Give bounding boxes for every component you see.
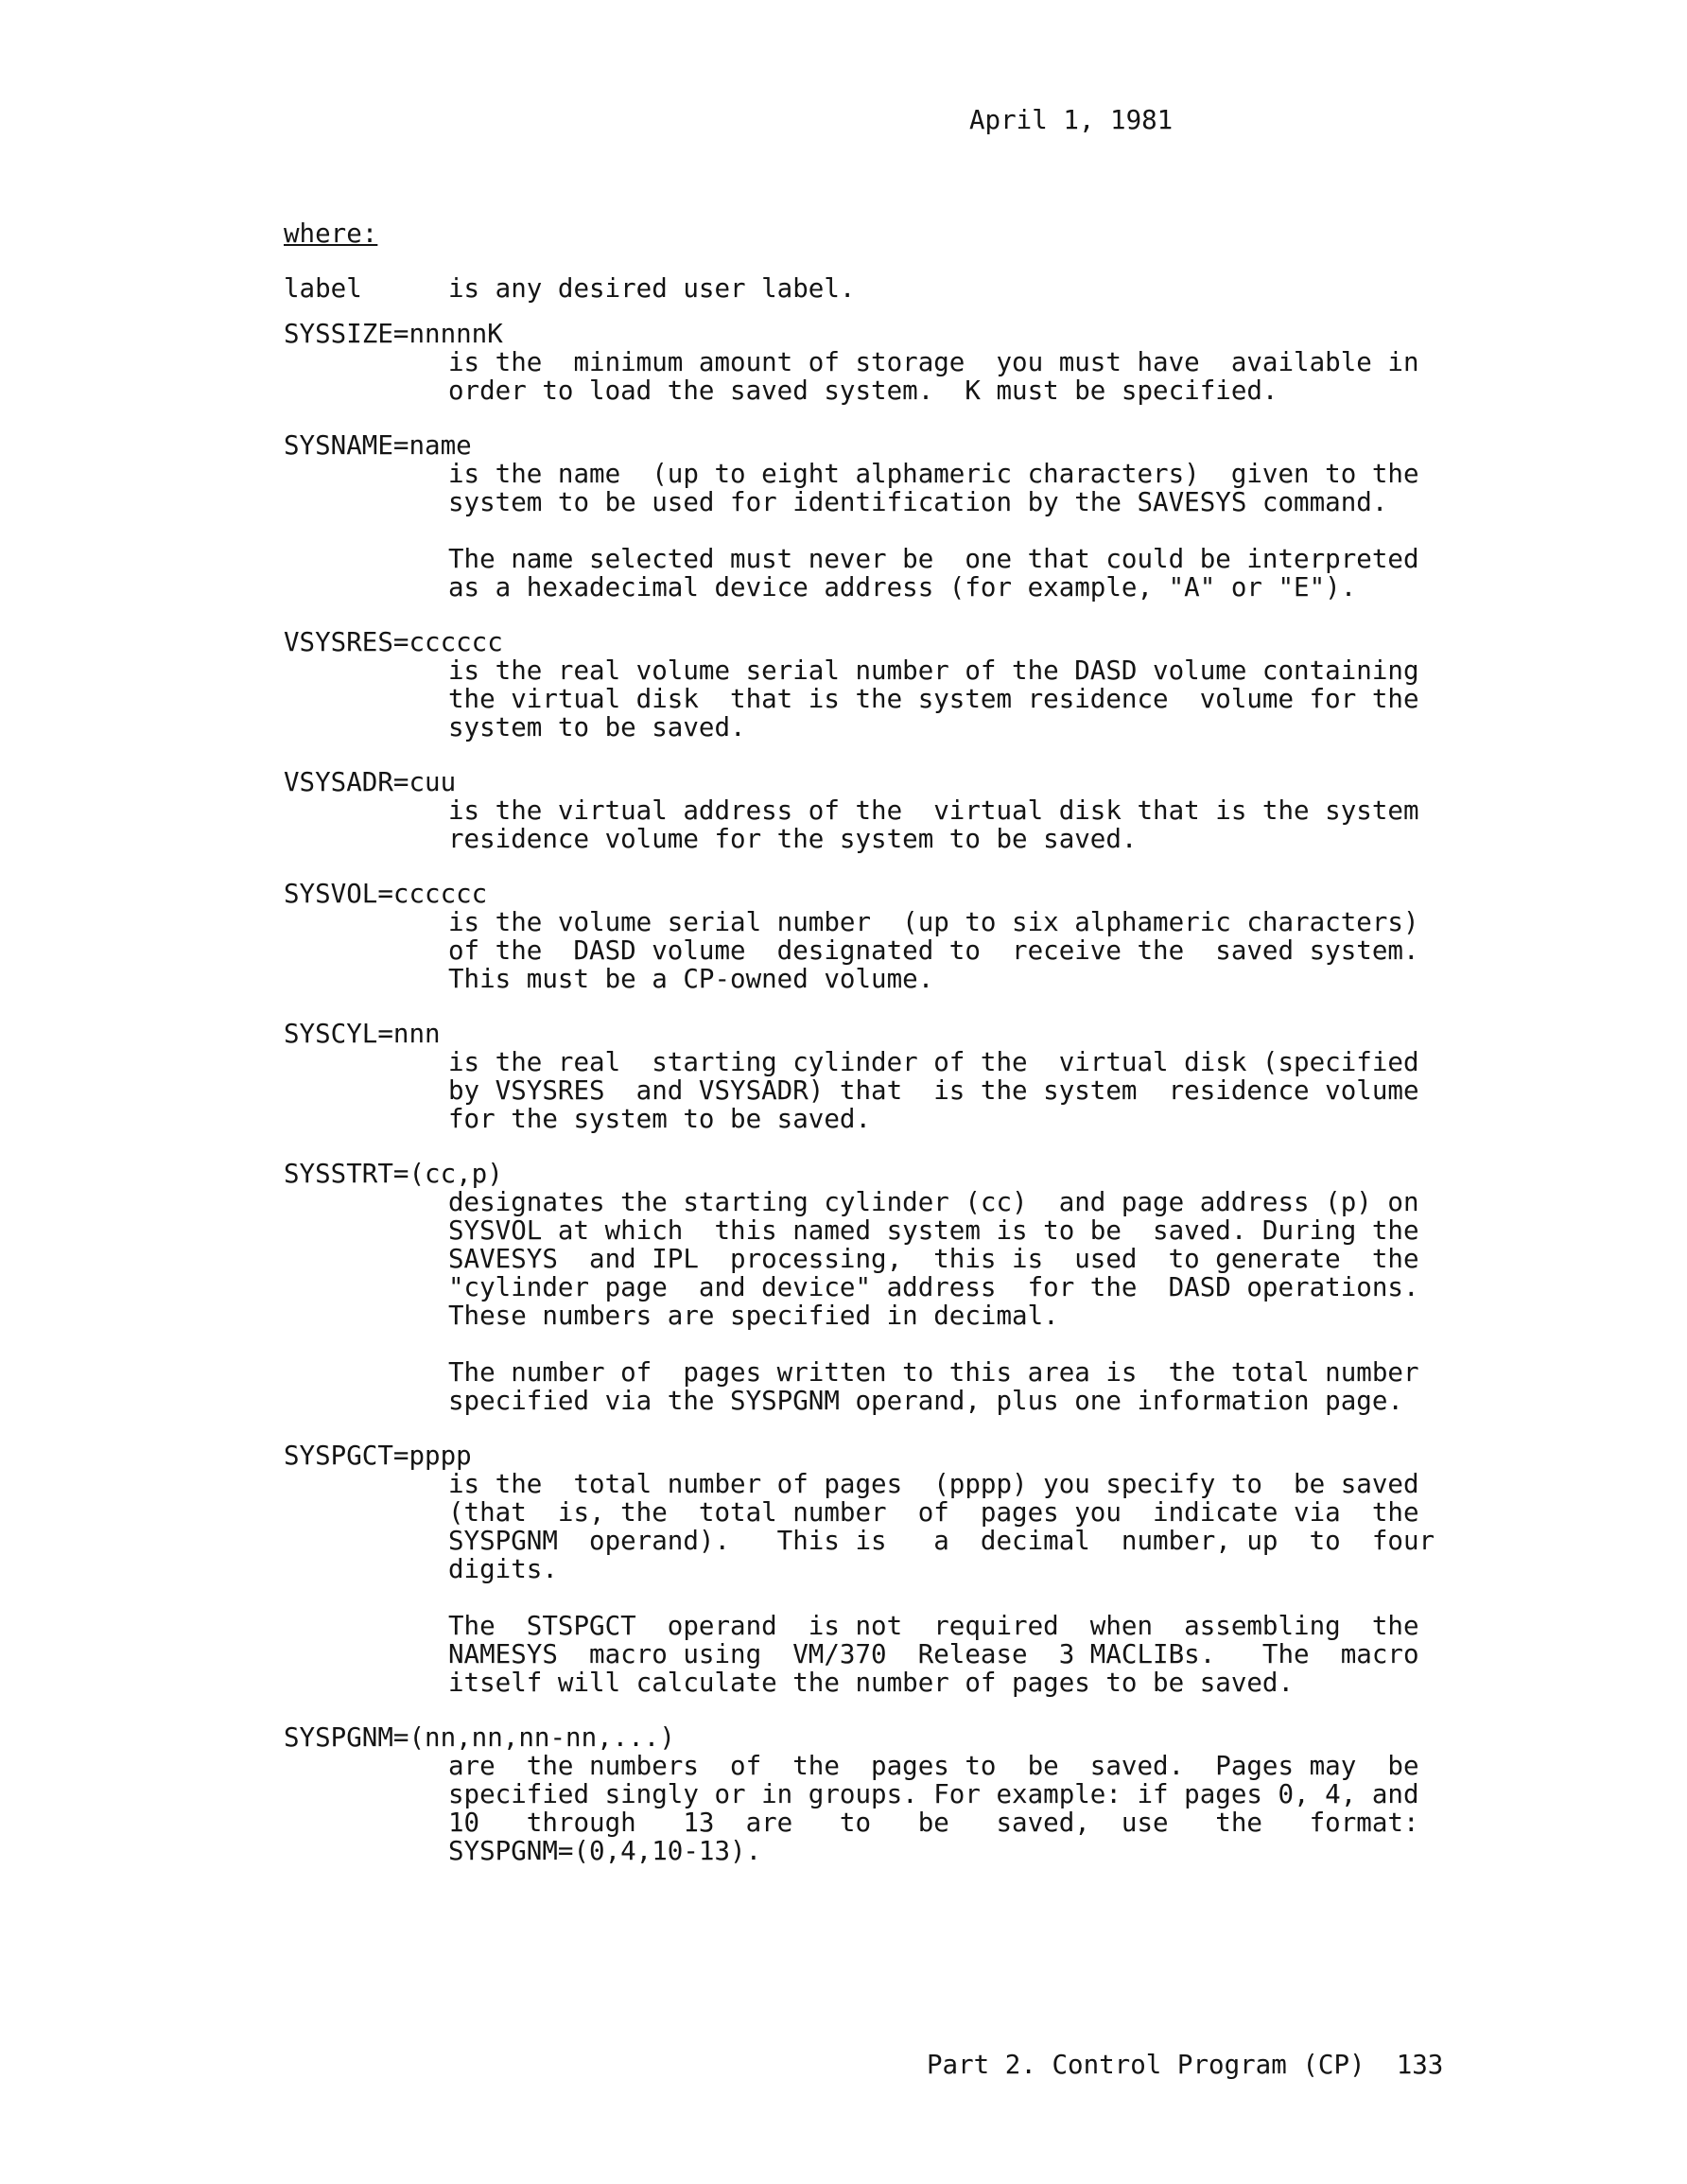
operand-description: is the volume serial number (up to six alphameric characters) of the DASD volume designated to receive the saved system. This must be a CP-owned volume. bbox=[448, 907, 1419, 994]
operand-term: SYSVOL=cccccc bbox=[284, 879, 488, 909]
operand-entry bbox=[284, 628, 1513, 742]
operand-term: SYSSIZE=nnnnnK bbox=[284, 319, 503, 349]
operand-description: designates the starting cylinder (cc) and page address (p) on SYSVOL at which this named system is to be saved. During the SAVESYS and IPL processing, this is used to generate the "cylinder page and device" address for the DASD operations. These numbers are specified in decimal. bbox=[448, 1187, 1419, 1331]
operand-description: is the total number of pages (pppp) you specify to be saved (that is, the total number of pages you indicate via the SYSPGNM operand). This is a decimal number, up to four digits. bbox=[448, 1469, 1435, 1584]
operand-term: SYSPGCT=pppp bbox=[284, 1441, 472, 1471]
label-term: label bbox=[284, 273, 362, 304]
label-description: is any desired user label. bbox=[448, 273, 856, 304]
operand-entry bbox=[284, 1160, 1513, 1415]
page-footer: Part 2. Control Program (CP) 133 bbox=[927, 2050, 1444, 2080]
operand-term: VSYSADR=cuu bbox=[284, 767, 457, 797]
operand-term: VSYSRES=cccccc bbox=[284, 627, 503, 657]
operand-description: is the real starting cylinder of the virtual disk (specified by VSYSRES and VSYSADR) that is the system residence volume for the system to be saved. bbox=[448, 1047, 1419, 1134]
operand-entry bbox=[284, 431, 1513, 602]
operand-description: is the real volume serial number of the DASD volume containing the virtual disk that is the system residence volume for the system to be saved. bbox=[448, 655, 1419, 743]
operand-term: SYSCYL=nnn bbox=[284, 1019, 441, 1049]
operand-term: SYSNAME=name bbox=[284, 430, 472, 461]
operand-note: The STSPGCT operand is not required when assembling the NAMESYS macro using VM/370 Release 3 MACLIBs. The macro itself will calculate the number of pages to be saved. bbox=[448, 1611, 1419, 1698]
operand-entry bbox=[284, 1723, 1513, 1865]
operand-list bbox=[284, 320, 1513, 1892]
operand-description: are the numbers of the pages to be saved. Pages may be specified singly or in groups. For example: if pages 0, 4, and 10 through 13 are to be saved, use the format: SYSPGNM=(0,4,10-13). bbox=[448, 1751, 1419, 1866]
operand-description: is the minimum amount of storage you must have available in order to load the saved system. K must be specified. bbox=[448, 347, 1419, 406]
operand-note: The number of pages written to this area is the total number specified via the SYSPGNM operand, plus one information page. bbox=[448, 1357, 1419, 1416]
operand-entry bbox=[284, 1441, 1513, 1697]
operand-term: SYSSTRT=(cc,p) bbox=[284, 1159, 503, 1189]
operand-note: The name selected must never be one that could be interpreted as a hexadecimal device address (for example, "A" or "E"). bbox=[448, 544, 1419, 603]
page-date: April 1, 1981 bbox=[969, 105, 1174, 135]
operand-description: is the virtual address of the virtual disk that is the system residence volume for the system to be saved. bbox=[448, 795, 1419, 854]
operand-term: SYSPGNM=(nn,nn,nn-nn,...) bbox=[284, 1722, 675, 1753]
operand-entry bbox=[284, 320, 1513, 405]
operand-description: is the name (up to eight alphameric characters) given to the system to be used for identification by the SAVESYS command. bbox=[448, 459, 1419, 517]
operand-entry bbox=[284, 768, 1513, 853]
operand-entry bbox=[284, 1020, 1513, 1133]
operand-entry bbox=[284, 880, 1513, 993]
where-heading: where: bbox=[284, 218, 378, 249]
